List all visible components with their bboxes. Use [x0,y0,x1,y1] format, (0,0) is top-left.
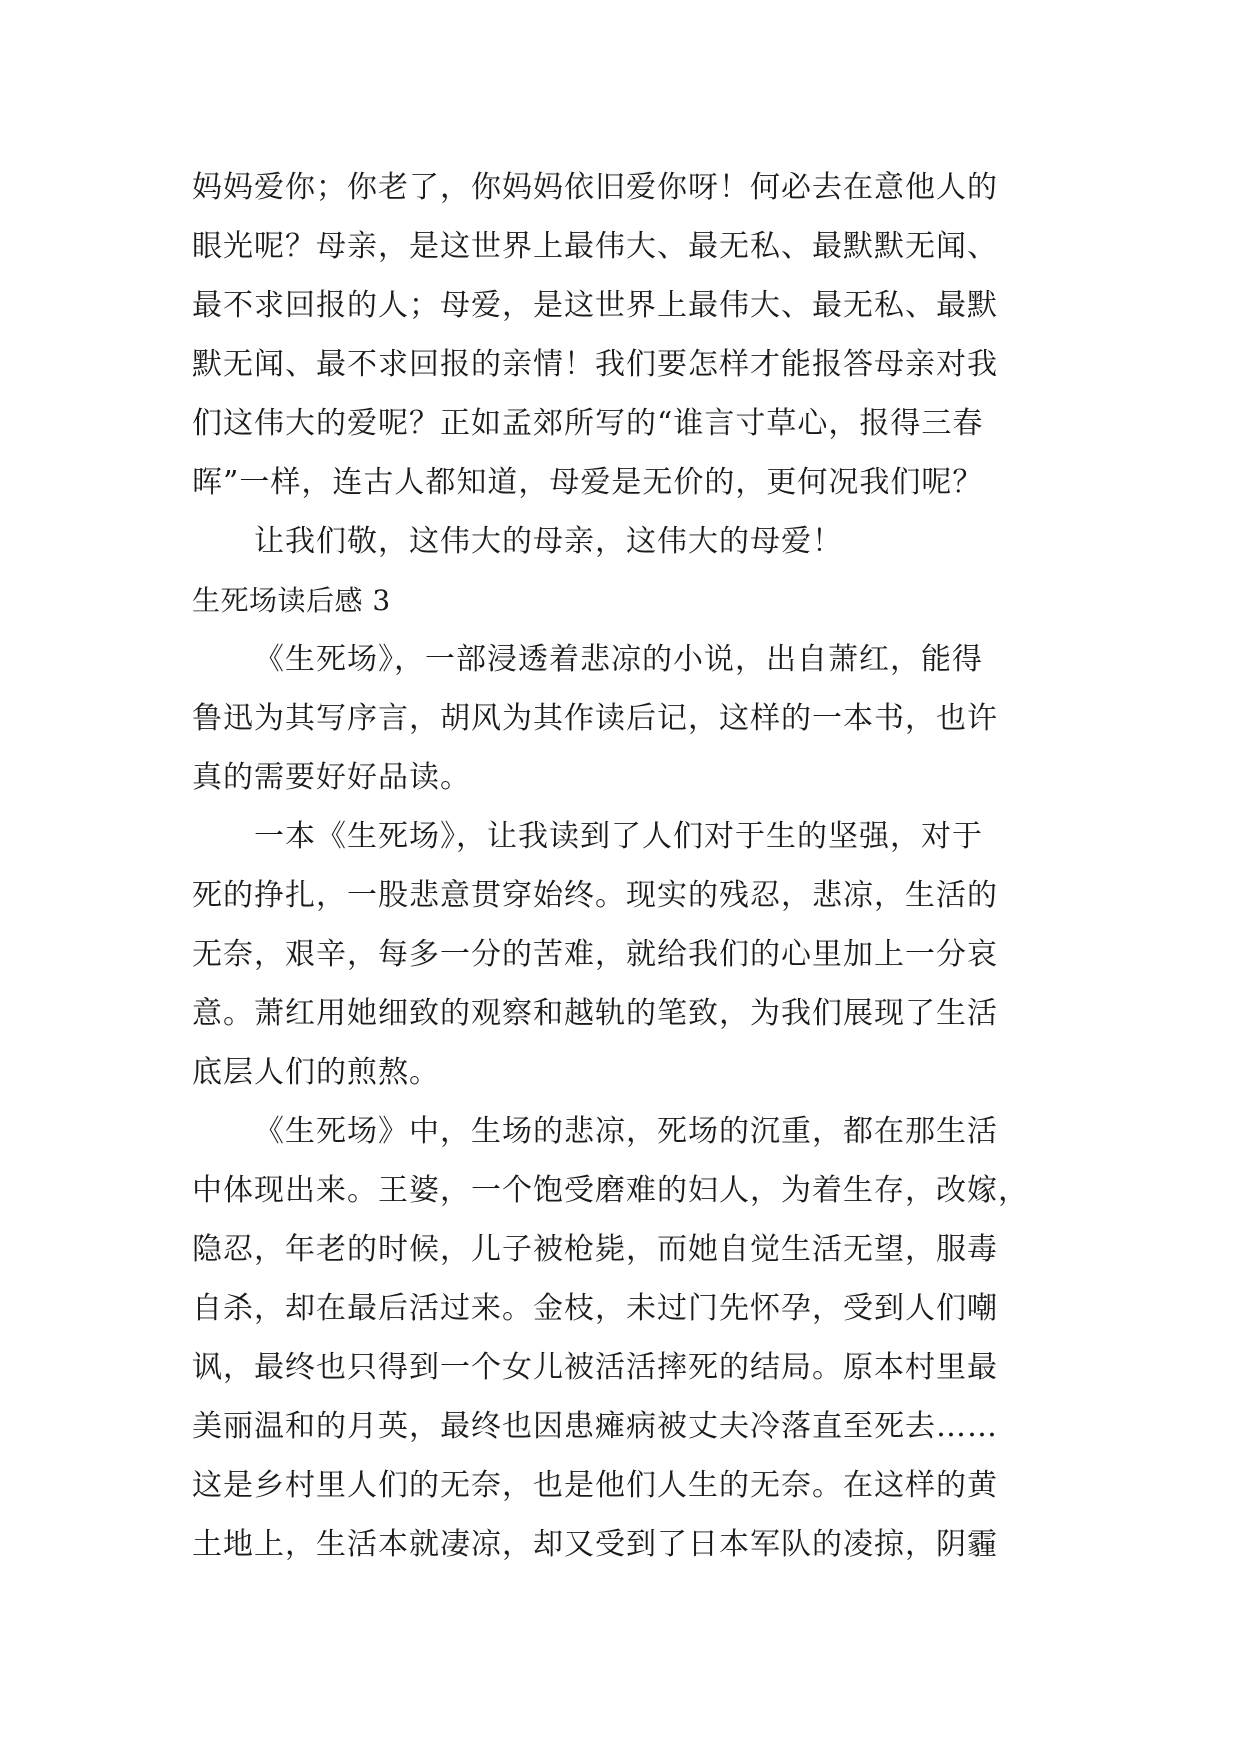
text-line: 《生死场》，一部浸透着悲凉的小说，出自萧红，能得 [254,642,983,677]
text-line: 自杀，却在最后活过来。金枝，未过门先怀孕，受到人们嘲 [192,1291,998,1326]
paragraph [192,630,1054,807]
text-line: 眼光呢？母亲，是这世界上最伟大、最无私、最默默无闻、 [192,229,998,264]
text-line: 底层人们的煎熬。 [192,1055,440,1090]
text-line: 《生死场》中，生场的悲凉，死场的沉重，都在那生活 [254,1114,998,1149]
paragraph [192,1102,1054,1574]
text-line: 晖”一样，连古人都知道，母爱是无价的，更何况我们呢？ [192,465,984,500]
text-line: 们这伟大的爱呢？正如孟郊所写的“谁言寸草心，报得三春 [192,406,984,441]
paragraph [192,512,1054,571]
heading-text: 生死场读后感 3 [192,584,391,617]
text-line: 死的挣扎，一股悲意贯穿始终。现实的残忍，悲凉，生活的 [192,878,998,913]
paragraph [192,807,1054,1102]
document-body [192,158,1054,1574]
section-heading [192,571,1054,630]
text-line: 土地上，生活本就凄凉，却又受到了日本军队的凌掠，阴霾 [192,1527,998,1562]
text-line: 一本《生死场》，让我读到了人们对于生的坚强，对于 [254,819,983,854]
text-line: 真的需要好好品读。 [192,760,471,795]
text-line: 这是乡村里人们的无奈，也是他们人生的无奈。在这样的黄 [192,1468,998,1503]
text-line: 最不求回报的人；母爱，是这世界上最伟大、最无私、最默 [192,288,998,323]
text-line: 美丽温和的月英，最终也因患瘫病被丈夫冷落直至死去…… [192,1409,998,1444]
text-line: 鲁迅为其写序言，胡风为其作读后记，这样的一本书，也许 [192,701,998,736]
text-line: 意。萧红用她细致的观察和越轨的笔致，为我们展现了生活 [192,996,998,1031]
text-line: 让我们敬，这伟大的母亲，这伟大的母爱！ [254,524,843,559]
text-line: 无奈，艰辛，每多一分的苦难，就给我们的心里加上一分哀 [192,937,998,972]
text-line: 默无闻、最不求回报的亲情！我们要怎样才能报答母亲对我 [192,347,998,382]
text-line: 妈妈爱你；你老了，你妈妈依旧爱你呀！何必去在意他人的 [192,170,998,205]
text-line: 隐忍，年老的时候，儿子被枪毙，而她自觉生活无望，服毒 [192,1232,998,1267]
paragraph [192,158,1054,512]
text-line: 讽，最终也只得到一个女儿被活活摔死的结局。原本村里最 [192,1350,998,1385]
text-line: 中体现出来。王婆，一个饱受磨难的妇人，为着生存，改嫁， [192,1173,1029,1208]
